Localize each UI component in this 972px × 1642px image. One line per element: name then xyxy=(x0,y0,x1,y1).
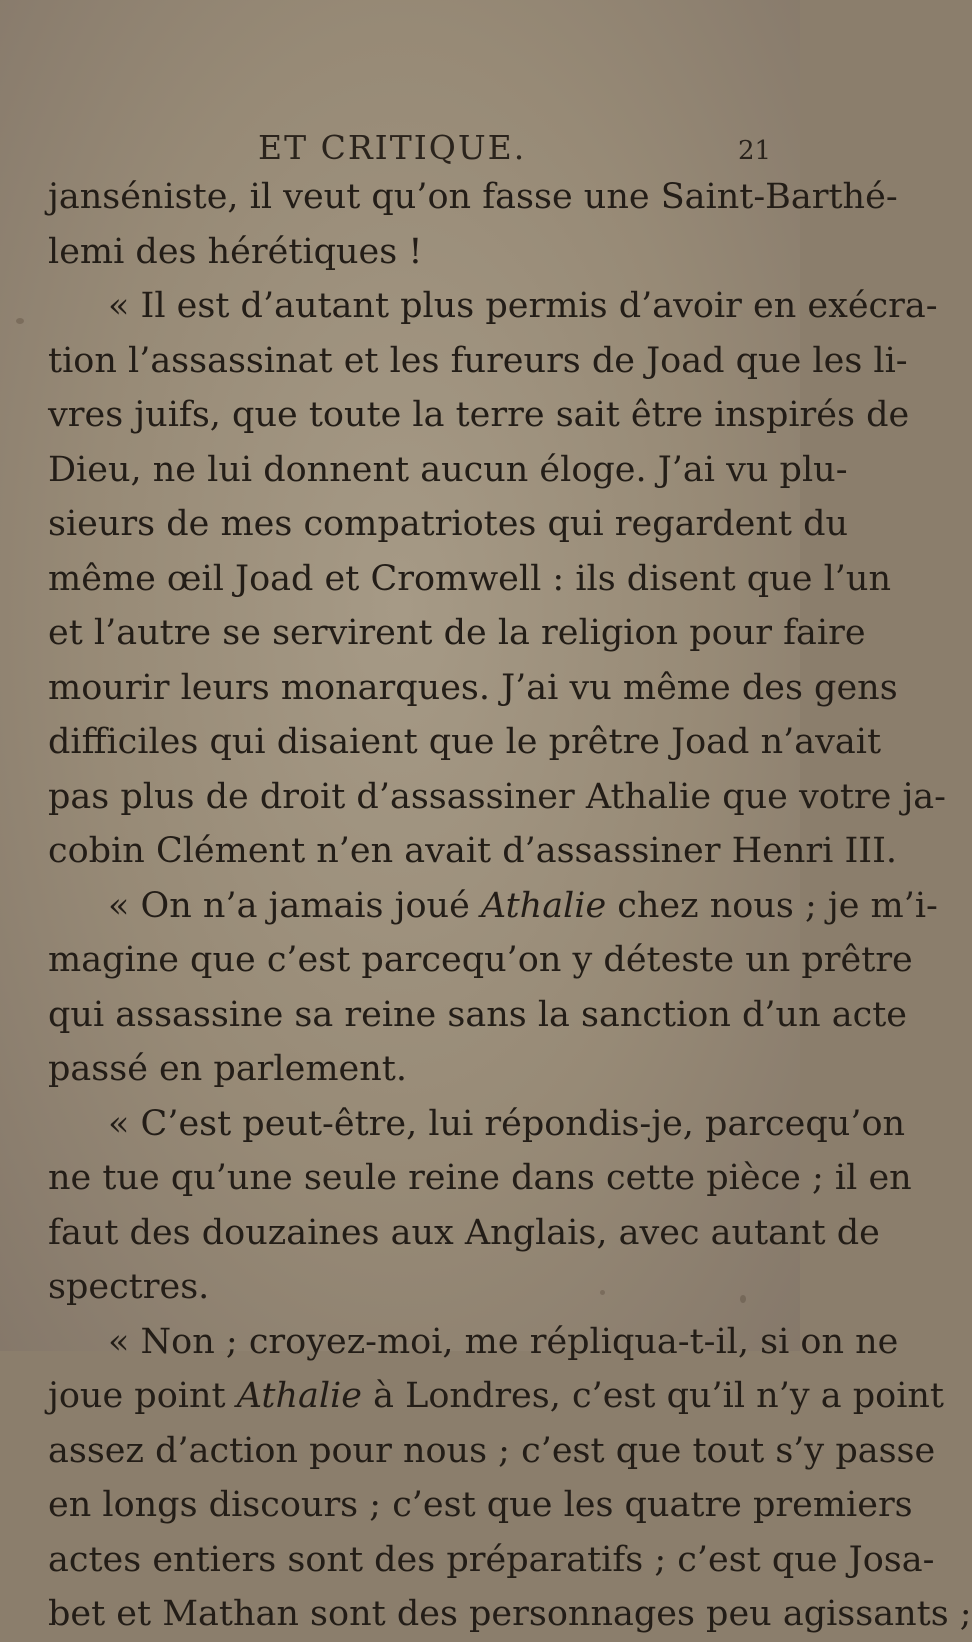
page-number: 21 xyxy=(738,136,772,166)
text-line: janséniste, il veut qu’on fasse une Saint-Barthé- xyxy=(48,177,898,217)
text-line: vres juifs, que toute la terre sait être inspirés de xyxy=(48,395,910,435)
text-line: magine que c’est parcequ’on y déteste un prêtre xyxy=(48,940,913,980)
text-line: Dieu, ne lui donnent aucun éloge. J’ai vu plu- xyxy=(48,449,848,490)
text-line: tion l’assassinat et les fureurs de Joad que les li- xyxy=(48,340,908,381)
text-line: spectres. xyxy=(48,1267,210,1307)
text-line: mourir leurs monarques. J’ai vu même des gens xyxy=(48,667,898,708)
text-line: bet et Mathan sont des personnages peu agissants ; xyxy=(48,1594,972,1634)
text-line xyxy=(48,1369,944,1424)
text-line: lemi des hérétiques ! xyxy=(48,231,423,272)
text-line: « C’est peut-être, lui répondis-je, parcequ’on xyxy=(108,1103,906,1144)
body-text xyxy=(48,170,972,1642)
text-line: faut des douzaines aux Anglais, avec autant de xyxy=(48,1212,880,1253)
italic-title: Athalie xyxy=(480,885,607,926)
text-line: assez d’action pour nous ; c’est que tout s’y passe xyxy=(48,1430,936,1471)
text-line xyxy=(48,879,938,934)
text-line: sieurs de mes compatriotes qui regardent du xyxy=(48,504,849,544)
text-line: et l’autre se servirent de la religion pour faire xyxy=(48,613,866,653)
text-segment: joue point xyxy=(48,1376,237,1416)
running-title: ET CRITIQUE. xyxy=(258,128,527,167)
text-segment: chez nous ; je m’i- xyxy=(606,885,938,926)
text-segment: « On n’a jamais joué xyxy=(108,885,481,926)
text-line: même œil Joad et Cromwell : ils disent que l’un xyxy=(48,558,891,599)
text-line: « Non ; croyez-moi, me répliqua-t-il, si on ne xyxy=(108,1321,899,1362)
text-line: ne tue qu’une seule reine dans cette pièce ; il en xyxy=(48,1158,912,1198)
text-line: cobin Clément n’en avait d’assassiner Henri III. xyxy=(48,831,898,871)
text-line: en longs discours ; c’est que les quatre premiers xyxy=(48,1485,913,1525)
text-line: « Il est d’autant plus permis d’avoir en exécra- xyxy=(108,286,938,326)
text-segment: à Londres, c’est qu’il n’y a point xyxy=(361,1376,944,1416)
text-line: difficiles qui disaient que le prêtre Joad n’avait xyxy=(48,722,882,762)
paper-stain xyxy=(16,318,24,324)
text-line: qui assassine sa reine sans la sanction d’un acte xyxy=(48,994,907,1035)
text-line: pas plus de droit d’assassiner Athalie que votre ja- xyxy=(48,776,947,817)
italic-title: Athalie xyxy=(236,1376,362,1416)
text-line: passé en parlement. xyxy=(48,1049,407,1089)
text-line: actes entiers sont des préparatifs ; c’est que Josa- xyxy=(48,1539,935,1580)
